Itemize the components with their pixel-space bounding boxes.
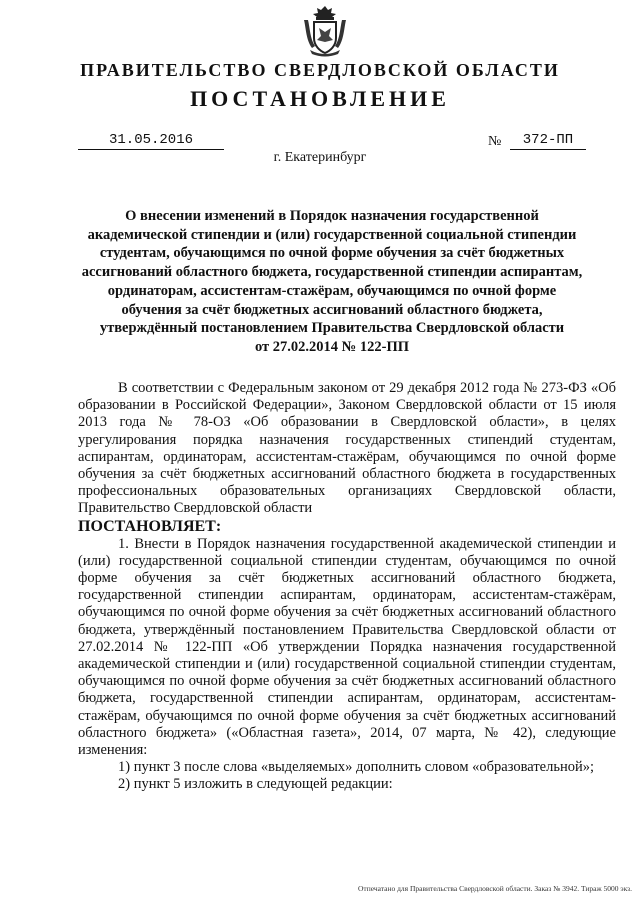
number-sign: № (488, 134, 502, 149)
clause-1: 1. Внести в Порядок назначения государственной академической стипендии и (или) государственной социальной стипендии студентам, обучающимся по очной форме обучения за счёт бюджетных ассигнований областного бюджета, государственной стипендии аспирантам, ординаторам, ассистентам-стажёрам, обучающимся по очной форме обучения за счёт бюджетных ассигнований областного бюджета, утверждённый постановлением Правительства Свердловской области от 27.02.2014 № 122-ПП «Об утверждении Порядка назначения государственной академической стипендии и (или) государственной социальной стипендии студентам, обучающимся по очной форме обучения за счёт бюджетных ассигнований областного бюджета, государственной стипендии аспирантам, ординаторам, ассистентам-стажёрам, обучающимся по очной форме обучения за счёт бюджетных ассигнований областного бюджета» («Областная газета», 2014, 07 марта, № 42), следующие изменения: (78, 535, 616, 759)
subclause-2: 2) пункт 5 изложить в следующей редакции: (118, 776, 393, 793)
document-heading (72, 207, 592, 357)
heading-line: ассигнований областного бюджета, государственной стипендии аспирантам, (81, 264, 583, 281)
heading-line: от 27.02.2014 № 122-ПП (254, 338, 409, 355)
print-footer: Отпечатано для Правительства Свердловской области. Заказ № 3942. Тираж 5000 экз. (358, 884, 632, 893)
heading-line: О внесении изменений в Порядок назначения государственной (125, 208, 539, 224)
heading-line: академической стипендии и (или) государственной социальной стипендии (87, 226, 577, 243)
heading-line: ординаторам, ассистентам-стажёрам, обучающимся по очной форме (107, 282, 557, 299)
city: г. Екатеринбург (273, 150, 367, 165)
heading-line: обучения за счёт бюджетных ассигнований областного бюджета, (121, 301, 543, 318)
document-date: 31.05.2016 (78, 132, 224, 150)
preamble: В соответствии с Федеральным законом от 29 декабря 2012 года № 273-ФЗ «Об образовании в Российской Федерации», Законом Свердловской области от 15 июля 2013 года № 78-ОЗ «Об образовании в Свердловской области», в целях урегулирования порядка назначения государственных стипендий студентам, аспирантам, ординаторам, ассистентам-стажёрам, обучающимся по очной форме обучения за счёт бюджетных ассигнований областного бюджета в государственных профессиональных образовательных организациях Свердловской области, Правительство Свердловской области (78, 380, 616, 517)
sverdlovsk-coat-of-arms-icon (300, 4, 350, 58)
heading-line: студентам, обучающимся по очной форме обучения за счёт бюджетных (99, 245, 565, 262)
document-body (78, 380, 616, 794)
heading-line: утверждённый постановлением Правительства Свердловской области (99, 320, 565, 337)
subclause-1: 1) пункт 3 после слова «выделяемых» дополнить словом «образовательной»; (118, 759, 595, 776)
document-number: 372-ПП (510, 132, 586, 150)
document-type: ПОСТАНОВЛЕНИЕ (190, 86, 450, 111)
government-title: ПРАВИТЕЛЬСТВО СВЕРДЛОВСКОЙ ОБЛАСТИ (80, 60, 560, 80)
decree-word: ПОСТАНОВЛЯЕТ: (78, 517, 222, 535)
